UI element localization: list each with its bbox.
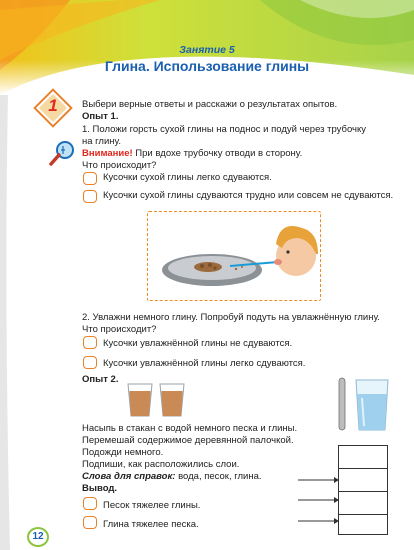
conclusion-label: Вывод. — [82, 483, 118, 494]
attention-text: При вдохе трубочку отводи в сторону. — [132, 148, 303, 159]
option-wet-clay-blows-easily: Кусочки увлажнённой глины легко сдуваются. — [103, 358, 306, 369]
option-checkbox-clay-heavier[interactable] — [83, 516, 97, 529]
option-clay-heavier: Глина тяжелее песка. — [103, 519, 199, 530]
experiment-1-step-2-line-1: 2. Увлажни немного глину. Попробуй подуть на увлажнённую глину. — [82, 312, 380, 323]
experiment-1-step-1-line-1: 1. Положи горсть сухой глины на поднос и подуй через трубочку — [82, 124, 367, 135]
option-wet-clay-not-blowing: Кусочки увлажнённой глины не сдуваются. — [103, 338, 293, 349]
task-number: 1 — [48, 96, 58, 115]
option-checkbox-dry-clay-blows-hard[interactable] — [83, 190, 97, 203]
attention-note — [82, 148, 302, 160]
experiment-2-line-3: Подожди немного. — [82, 447, 164, 458]
experiment-2-line-1: Насыпь в стакан с водой немного песка и глины. — [82, 423, 298, 434]
option-dry-clay-blows-easily: Кусочки сухой глины легко сдуваются. — [103, 172, 272, 183]
layer-cell-2[interactable] — [339, 469, 387, 492]
question-2: Что происходит? — [82, 324, 157, 335]
page-title: Глина. Использование глины — [104, 58, 310, 74]
stick-and-water-glass — [334, 376, 394, 434]
layer-cell-4[interactable] — [339, 515, 387, 537]
option-checkbox-wet-clay-blows-easily[interactable] — [83, 356, 97, 369]
hint-words — [82, 471, 262, 483]
option-checkbox-wet-clay-not-blowing[interactable] — [83, 336, 97, 349]
layer-cell-3[interactable] — [339, 492, 387, 515]
attention-label: Внимание! — [82, 148, 133, 159]
experiment-1-step-1-line-2: на глину. — [82, 136, 121, 147]
task-intro: Выбери верные ответы и расскажи о результатах опытов. — [82, 99, 338, 110]
tray-blowing-illustration — [150, 214, 318, 298]
hint-text: вода, песок, глина. — [175, 471, 262, 482]
option-checkbox-dry-clay-blows-easily[interactable] — [83, 172, 97, 185]
left-decor-strip — [0, 95, 20, 550]
option-sand-heavier: Песок тяжелее глины. — [103, 500, 201, 511]
layer-cell-1[interactable] — [339, 446, 387, 469]
lesson-label: Занятие 5 — [179, 44, 235, 56]
experiment-1-title: Опыт 1. — [82, 111, 119, 122]
experiment-2-line-2: Перемешай содержимое деревянной палочкой. — [82, 435, 294, 446]
experiment-2-line-4: Подпиши, как расположились слои. — [82, 459, 240, 470]
experiment-2-title: Опыт 2. — [82, 374, 119, 385]
question-1: Что происходит? — [82, 160, 157, 171]
option-checkbox-sand-heavier[interactable] — [83, 497, 97, 510]
hint-label: Слова для справок: — [82, 471, 176, 482]
layer-arrows — [298, 476, 340, 526]
layers-table — [338, 445, 388, 535]
page-number: 12 — [32, 531, 44, 542]
two-glasses-illustration — [126, 382, 190, 418]
magnifier-icon — [47, 138, 77, 168]
option-dry-clay-blows-hard: Кусочки сухой глины сдуваются трудно или совсем не сдуваются. — [103, 190, 394, 201]
